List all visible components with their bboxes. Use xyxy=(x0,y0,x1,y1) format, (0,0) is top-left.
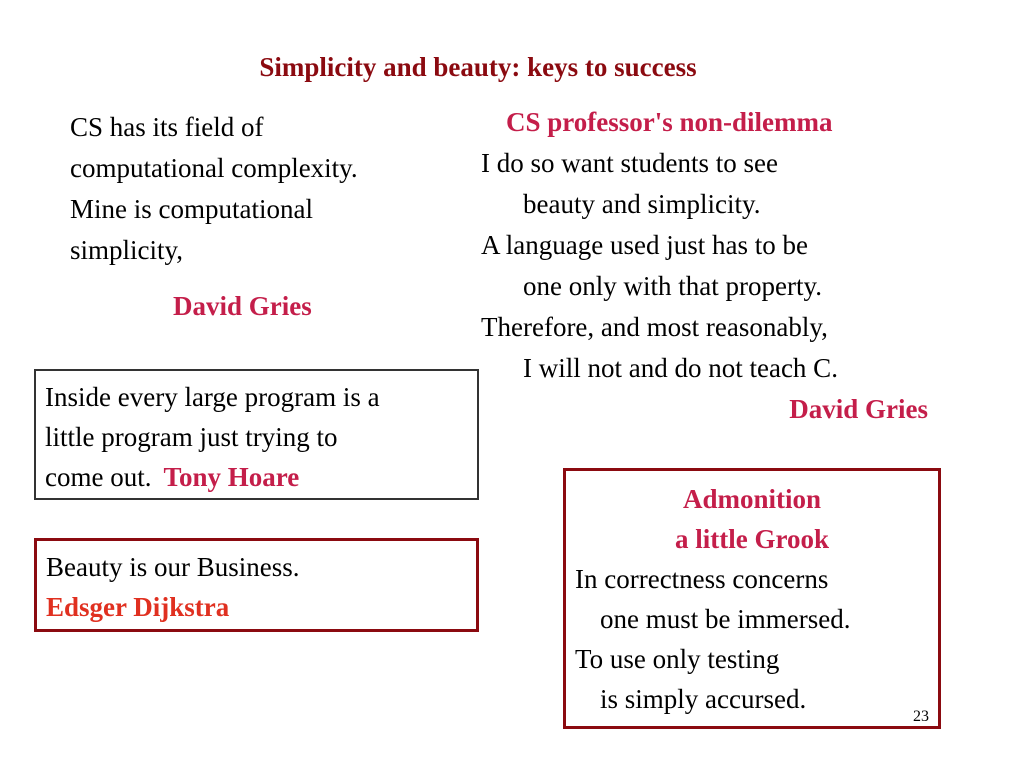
dilemma-poem-line: I will not and do not teach C. xyxy=(523,353,838,383)
simplicity-quote-author: David Gries xyxy=(173,291,312,321)
simplicity-quote xyxy=(70,107,470,271)
dilemma-poem-line: beauty and simplicity. xyxy=(523,189,761,219)
dijkstra-quote-box xyxy=(34,538,479,632)
page-number: 23 xyxy=(913,708,929,725)
hoare-quote-author: Tony Hoare xyxy=(163,462,300,492)
dilemma-poem-author: David Gries xyxy=(789,394,928,424)
grook-line: one must be immersed. xyxy=(600,604,851,634)
hoare-quote-line: come out. xyxy=(45,462,152,492)
dilemma-poem xyxy=(481,102,941,430)
dilemma-poem-line: one only with that property. xyxy=(523,271,822,301)
hoare-quote-box xyxy=(34,369,479,500)
dilemma-poem-heading: CS professor's non-dilemma xyxy=(506,107,833,137)
dilemma-poem-line: I do so want students to see xyxy=(481,148,778,178)
grook-line: In correctness concerns xyxy=(575,564,829,594)
dilemma-poem-line: Therefore, and most reasonably, xyxy=(481,312,828,342)
slide-title: Simplicity and beauty: keys to success xyxy=(259,52,697,82)
dijkstra-quote-author: Edsger Dijkstra xyxy=(46,592,230,622)
simplicity-quote-line: simplicity, xyxy=(70,235,183,265)
grook-box xyxy=(563,468,941,729)
simplicity-quote-line: CS has its field of xyxy=(70,112,264,142)
dilemma-poem-line: A language used just has to be xyxy=(481,230,808,260)
grook-line: is simply accursed. xyxy=(600,684,807,714)
simplicity-quote-line: Mine is computational xyxy=(70,194,313,224)
grook-heading: Admonition xyxy=(682,484,822,514)
simplicity-quote-line: computational complexity. xyxy=(70,153,358,183)
grook-subheading: a little Grook xyxy=(675,524,829,554)
hoare-quote-line: Inside every large program is a xyxy=(45,382,380,412)
hoare-quote-line: little program just trying to xyxy=(45,422,338,452)
dijkstra-quote-text: Beauty is our Business. xyxy=(46,552,300,582)
hoare-quote-last-line xyxy=(45,457,477,497)
grook-line: To use only testing xyxy=(575,644,780,674)
